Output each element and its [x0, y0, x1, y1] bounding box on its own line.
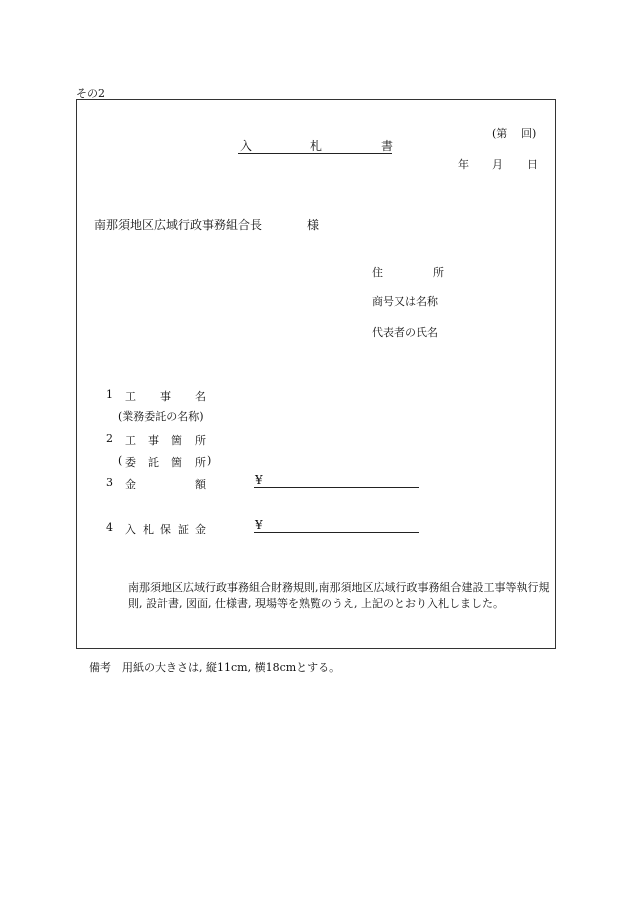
item-1-char-1: 工 — [125, 390, 136, 403]
item-4-char-3: 保 — [160, 523, 171, 536]
item-1-alt-label: (業務委託の名称) — [118, 410, 204, 423]
item-2-char-1: 工 — [125, 434, 136, 447]
declaration-text: 南那須地区広域行政事務組合財務規則,南那須地区広域行政事務組合建設工事等執行規則, 設計書, 図面, 仕様書, 現場等を熟覧のうえ, 上記のとおり入札しました。 — [128, 581, 550, 610]
round-number-close: 回) — [521, 127, 537, 140]
item-4-char-1: 入 — [125, 523, 136, 536]
addressee-honorific: 様 — [307, 218, 320, 232]
remarks-label: 備考 — [89, 661, 111, 674]
item-3-number: 3 — [106, 476, 113, 489]
item-2-alt-char-1: 委 — [125, 456, 136, 469]
item-1-char-3: 名 — [195, 390, 206, 403]
deposit-line — [254, 532, 419, 533]
item-2-number: 2 — [106, 432, 113, 445]
form-label: その2 — [76, 87, 105, 100]
title-underline — [238, 153, 392, 154]
item-1-number: 1 — [106, 388, 113, 401]
remarks-text: 用紙の大きさは, 縦11cm, 横18cmとする。 — [122, 661, 341, 674]
amount-line — [254, 487, 419, 488]
item-2-char-2: 事 — [148, 434, 159, 447]
bidder-company-label: 商号又は名称 — [372, 295, 438, 308]
title-char-1: 入 — [240, 139, 253, 153]
date-year: 年 — [458, 158, 469, 171]
item-4-char-5: 金 — [195, 523, 206, 536]
item-3-currency: ¥ — [255, 473, 263, 487]
title-char-2: 札 — [310, 139, 323, 153]
item-2-alt-open: ( — [118, 454, 123, 467]
item-4-currency: ¥ — [255, 518, 263, 532]
date-day: 日 — [527, 158, 538, 171]
round-number-open: (第 — [492, 127, 508, 140]
item-3-char-1: 金 — [125, 478, 136, 491]
title-char-3: 書 — [381, 139, 394, 153]
form-frame — [76, 99, 556, 649]
bidder-address-char-2: 所 — [433, 266, 444, 279]
addressee-name: 南那須地区広域行政事務組合長 — [94, 218, 263, 232]
item-2-char-3: 箇 — [171, 434, 182, 447]
item-1-char-2: 事 — [160, 390, 171, 403]
item-2-char-4: 所 — [195, 434, 206, 447]
bidder-representative-label: 代表者の氏名 — [372, 326, 438, 339]
date-month: 月 — [492, 158, 503, 171]
item-2-alt-char-3: 箇 — [171, 456, 182, 469]
item-3-char-2: 額 — [195, 478, 206, 491]
item-4-char-2: 札 — [143, 523, 154, 536]
item-4-number: 4 — [106, 521, 113, 534]
item-4-char-4: 証 — [178, 523, 189, 536]
item-2-alt-close: ) — [207, 454, 212, 467]
bidder-address-char-1: 住 — [372, 266, 383, 279]
item-2-alt-char-4: 所 — [195, 456, 206, 469]
item-2-alt-char-2: 託 — [148, 456, 159, 469]
